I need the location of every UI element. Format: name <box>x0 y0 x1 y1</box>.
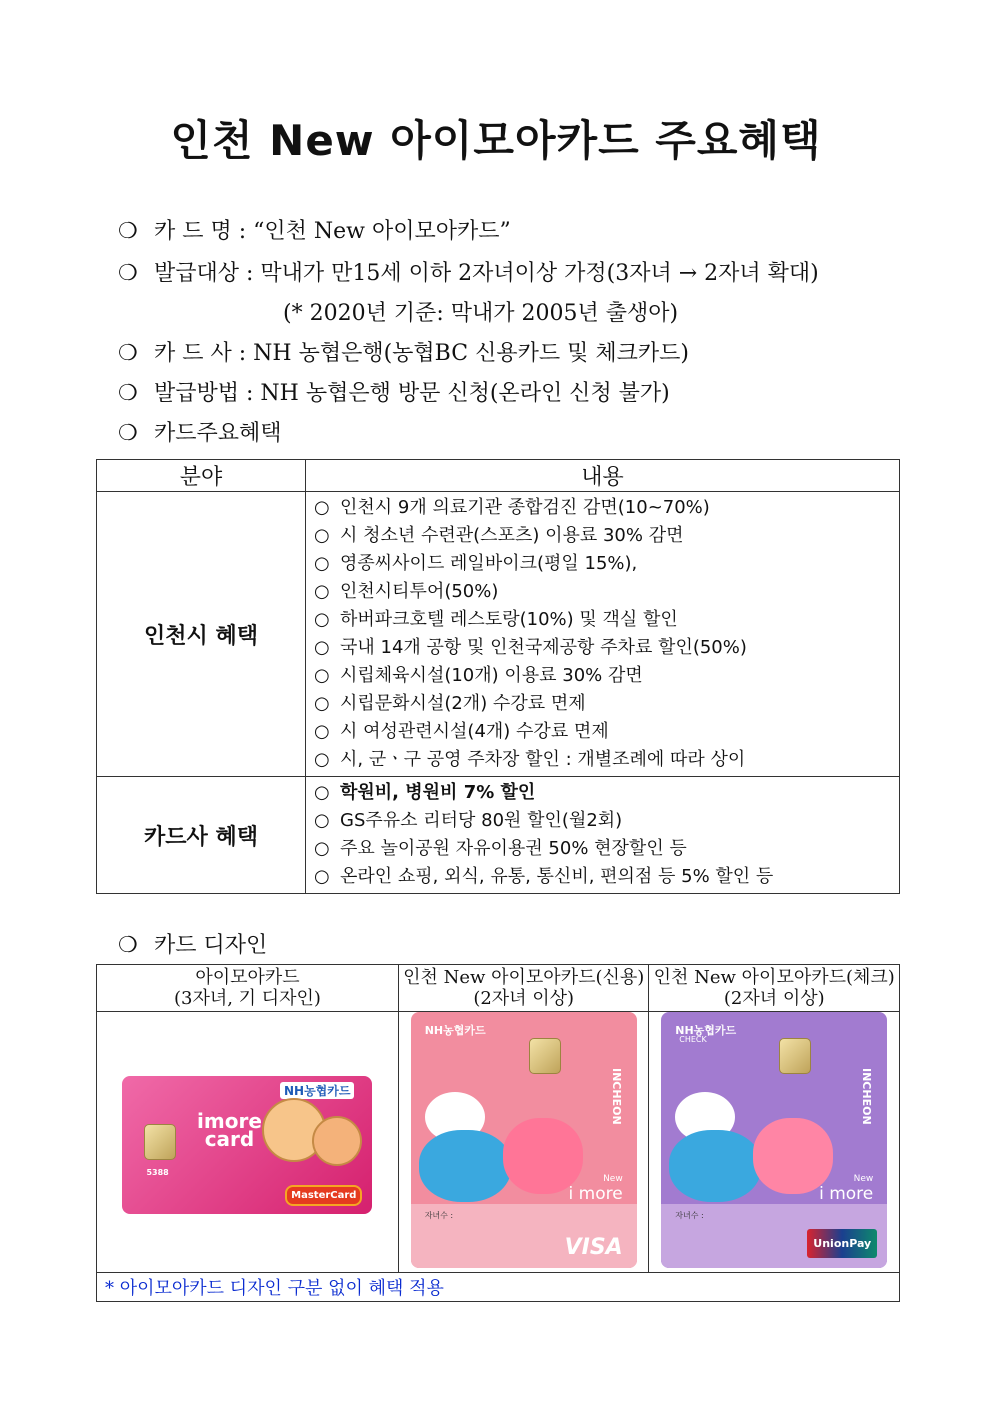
list-item: ○ 시, 군ㆍ구 공영 주차장 할인 : 개별조례에 따라 상이 <box>314 749 746 770</box>
list-item: ○ 국내 14개 공항 및 인천국제공항 주차료 할인(50%) <box>314 637 747 658</box>
card-design-table <box>96 964 900 1302</box>
network-logo: MasterCard <box>285 1185 362 1206</box>
seal-character-icon <box>503 1118 583 1194</box>
seal-character-icon <box>419 1130 511 1202</box>
list-item: ○ 시 청소년 수련관(스포츠) 이용료 30% 감면 <box>314 525 684 546</box>
card-number: 5388 <box>146 1168 169 1177</box>
check-card-cell <box>649 1012 900 1273</box>
seal-character-icon <box>753 1118 833 1194</box>
seal-character-icon <box>669 1130 761 1202</box>
design-images-row <box>97 1012 900 1273</box>
circle-bullet-icon: ❍ <box>118 341 138 366</box>
column-old-card: 아이모아카드 (3자녀, 기 디자인) <box>97 965 399 1012</box>
circle-bullet-icon: ❍ <box>118 261 138 286</box>
design-note: * 아이모아카드 디자인 구분 없이 혜택 적용 <box>97 1273 900 1302</box>
info-card-issuer: ❍ 카 드 사 : NH 농협은행(농협BC 신용카드 및 체크카드) <box>118 341 689 366</box>
list-item: ○ 시립체육시설(10개) 이용료 30% 감면 <box>314 665 643 686</box>
list-item: ○ 인천시티투어(50%) <box>314 581 499 602</box>
design-note-row <box>97 1273 900 1302</box>
product-name: i more <box>568 1184 623 1204</box>
info-application: ❍ 발급방법 : NH 농협은행 방문 신청(온라인 신청 불가) <box>118 381 670 406</box>
card-field-label: 자녀수 : <box>424 1211 454 1220</box>
check-card-image <box>661 1012 887 1268</box>
benefit-list-card-company <box>306 777 900 894</box>
design-table-header <box>97 965 900 1012</box>
table-row <box>97 777 900 894</box>
design-heading: ❍ 카드 디자인 <box>118 933 268 958</box>
product-small: New <box>603 1174 623 1184</box>
chip-icon <box>779 1038 811 1074</box>
header-category: 분야 <box>97 460 306 492</box>
circle-bullet-icon: ❍ <box>118 421 138 446</box>
list-item: ○ 시 여성관련시설(4개) 수강료 면제 <box>314 721 609 742</box>
card-brand: NH농협카드 <box>280 1082 354 1099</box>
old-card-image <box>122 1076 372 1214</box>
list-item: ○ GS주유소 리터당 80원 할인(월2회) <box>314 810 623 831</box>
header-content: 내용 <box>306 460 900 492</box>
circle-bullet-icon: ❍ <box>118 219 138 244</box>
table-row <box>97 492 900 777</box>
card-side-text: INCHEON <box>860 1068 874 1125</box>
info-benefits-heading: ❍ 카드주요혜택 <box>118 421 282 446</box>
card-side-text: INCHEON <box>609 1068 623 1125</box>
circle-bullet-icon: ❍ <box>118 381 138 406</box>
card-field-label: 자녀수 : <box>675 1211 704 1220</box>
list-item: ○ 하버파크호텔 레스토랑(10%) 및 객실 할인 <box>314 609 678 630</box>
column-check-card: 인천 New 아이모아카드(체크) (2자녀 이상) <box>649 965 900 1012</box>
benefit-list-incheon <box>306 492 900 777</box>
list-item: ○ 영종씨사이드 레일바이크(평일 15%), <box>314 553 638 574</box>
credit-card-image <box>411 1012 637 1268</box>
cartoon-kids-icon <box>312 1116 362 1166</box>
benefit-table-header <box>97 460 900 492</box>
benefit-table <box>96 459 900 894</box>
list-item: ○ 주요 놀이공원 자유이용권 50% 현장할인 등 <box>314 838 687 859</box>
product-small: New <box>853 1174 874 1184</box>
network-logo: UnionPay <box>807 1229 877 1258</box>
old-card-cell <box>97 1012 399 1273</box>
info-eligibility-note: (* 2020년 기준: 막내가 2005년 출생아) <box>283 301 679 326</box>
card-brand: NH농협카드 <box>675 1024 737 1037</box>
chip-icon <box>144 1124 176 1160</box>
category-card-company: 카드사 혜택 <box>97 777 306 894</box>
card-sub-label: CHECK <box>679 1035 707 1044</box>
list-item: ○ 온라인 쇼핑, 외식, 유통, 통신비, 편의점 등 5% 할인 등 <box>314 866 774 887</box>
card-logo: imore card <box>197 1109 262 1151</box>
list-item: ○ 시립문화시설(2개) 수강료 면제 <box>314 693 586 714</box>
page-title: 인천 New 아이모아카드 주요혜택 <box>170 116 822 165</box>
list-item: ○ 인천시 9개 의료기관 종합검진 감면(10~70%) <box>314 497 710 518</box>
list-item: ○ 학원비, 병원비 7% 할인 <box>314 782 536 803</box>
card-brand: NH농협카드 <box>424 1024 486 1037</box>
info-card-name: ❍ 카 드 명 : “인천 New 아이모아카드” <box>118 219 511 244</box>
info-eligibility: ❍ 발급대상 : 막내가 만15세 이하 2자녀이상 가정(3자녀 → 2자녀 확대) <box>118 261 819 286</box>
category-incheon: 인천시 혜택 <box>97 492 306 777</box>
circle-bullet-icon: ❍ <box>118 933 138 958</box>
column-credit-card: 인천 New 아이모아카드(신용) (2자녀 이상) <box>398 965 649 1012</box>
credit-card-cell <box>398 1012 649 1273</box>
network-logo: VISA <box>564 1235 623 1260</box>
chip-icon <box>529 1038 561 1074</box>
product-name: i more <box>819 1184 874 1204</box>
